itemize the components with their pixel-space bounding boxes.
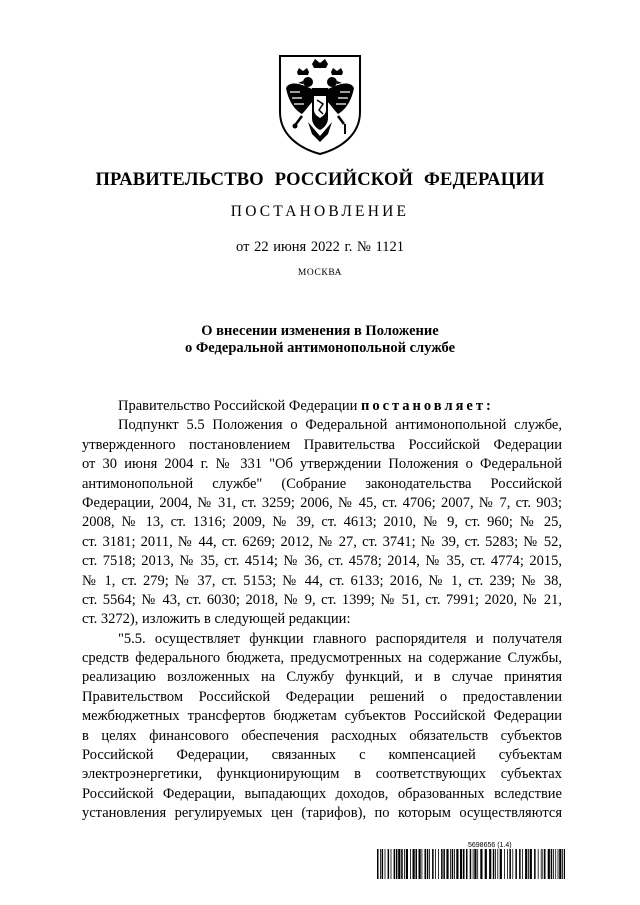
body-line: ст. 5564; № 43, ст. 6030; 2018, № 9, ст. 1399; № 51, ст. 7991; 2020, № 21, (82, 591, 562, 608)
document-date-number: от 22 июня 2022 г. № 1121 (236, 239, 404, 255)
body-line: установления регулируемых цен (тарифов), по которым осуществляются (82, 805, 562, 822)
body-line: реализацию возложенных на Службу функций, и в случае принятия (82, 669, 562, 686)
document-city: МОСКВА (297, 268, 343, 278)
document-subject (0, 323, 640, 357)
body-line: от 30 июня 2004 г. № 331 "Об утверждении Положения о Федеральной (82, 456, 562, 473)
body-line: Правительством Российской Федерации решений о предоставлении (82, 688, 562, 705)
body-line: ст. 3272), изложить в следующей редакции: (82, 611, 351, 628)
body-line: Подпункт 5.5 Положения о Федеральной антимонопольной службе, (118, 417, 562, 434)
body-line: антимонопольной службе" (Собрание законодательства Российской (82, 475, 562, 492)
body-line: в целях финансового обеспечения расходных обязательств субъектов (82, 727, 562, 744)
body-line: утвержденного постановлением Правительства Российской Федерации (82, 436, 562, 453)
body-line: межбюджетных трансфертов бюджетам субъектов Российской Федерации (82, 708, 562, 725)
barcode-code: 5698656 (1.4) (468, 842, 512, 849)
barcode-icon (377, 849, 565, 879)
body-line: средств федерального бюджета, предусмотренных на содержание Службы, (82, 650, 562, 667)
state-emblem-icon (272, 50, 368, 158)
intro-paragraph (82, 397, 562, 416)
body-line: Российской Федерации, выпадающих доходов, образованных вследствие (82, 785, 562, 802)
government-title: ПРАВИТЕЛЬСТВО РОССИЙСКОЙ ФЕДЕРАЦИИ (95, 170, 545, 190)
body-line: Федерации, 2004, № 31, ст. 3259; 2006, № 45, ст. 4706; 2007, № 7, ст. 903; (82, 494, 562, 511)
intro-text: Правительство Российской Федерации (118, 398, 358, 414)
body-line: электроэнергетики, функционирующим в соответствующих субъектах (82, 766, 562, 783)
body-line: ст. 7518; 2013, № 35, ст. 4514; № 36, ст. 4578; 2014, № 35, ст. 4774; 2015, (82, 553, 562, 570)
body-line: Российской Федерации, связанных с компенсацией субъектам (82, 747, 562, 764)
intro-keyword: постановляет: (360, 398, 494, 414)
body-line: ст. 3181; 2011, № 44, ст. 6269; 2012, № 27, ст. 3741; № 39, ст. 5283; № 52, (82, 533, 562, 550)
body-line: 2008, № 13, ст. 1316; 2009, № 39, ст. 4613; 2010, № 9, ст. 960; № 25, (82, 514, 562, 531)
subject-line: О внесении изменения в Положение (201, 323, 439, 339)
body-line: "5.5. осуществляет функции главного распорядителя и получателя (118, 630, 562, 647)
body-line: № 1, ст. 279; № 37, ст. 5153; № 44, ст. 6133; 2016, № 1, ст. 239; № 38, (82, 572, 562, 589)
document-type: ПОСТАНОВЛЕНИЕ (230, 203, 410, 220)
document-body (82, 397, 562, 824)
subject-line: о Федеральной антимонопольной службе (184, 340, 456, 356)
